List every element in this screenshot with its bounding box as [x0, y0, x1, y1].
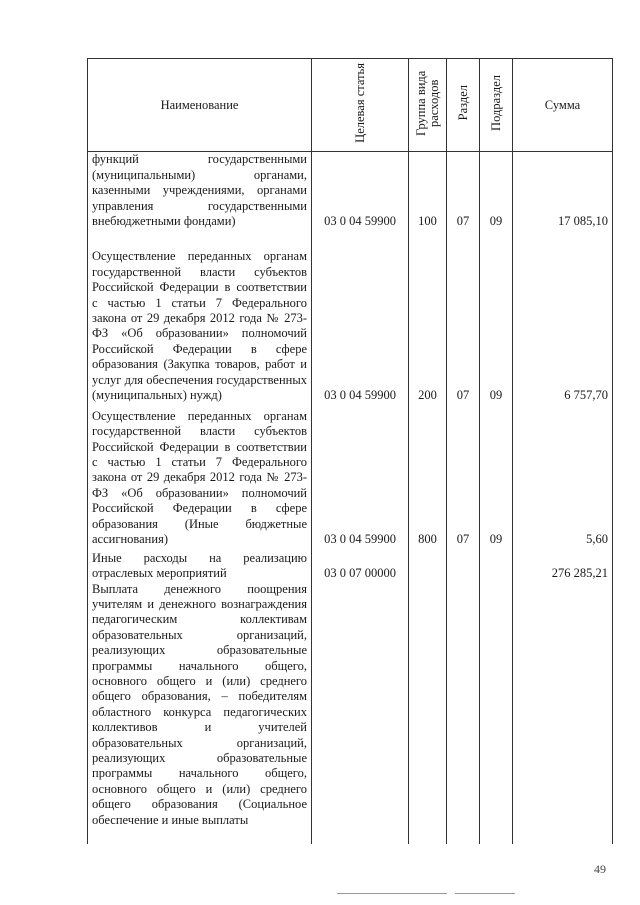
row-target: 03 0 04 59900: [312, 230, 409, 404]
header-name: Наименование: [88, 59, 312, 152]
table-row: [88, 582, 613, 844]
row-group: [409, 548, 447, 582]
row-name: Выплата денежного поощрения учителям и денежного вознаграждения педагогическим коллективам образовательных организаций, реализующих образовательные программы начального общего, основного общего и (или) среднего общего образования, – победителям областного конкурса педагогических коллективов и учителей образовательных организаций, реализующих образовательные программы начального общего, основного общего и (или) среднего общего образования (Социальное обеспечение и иные выплаты: [88, 582, 312, 844]
row-group: 100: [409, 152, 447, 230]
row-subsection: 09: [480, 152, 513, 230]
row-name: Иные расходы на реализацию отраслевых мероприятий: [88, 548, 312, 582]
row-amount: [513, 582, 613, 844]
row-amount: 17 085,10: [513, 152, 613, 230]
row-name: функций государственными (муниципальными) органами, казенными учреждениями, органами управления государственными внебюджетными фондами): [88, 152, 312, 230]
table-row: [88, 230, 613, 404]
row-subsection: 09: [480, 404, 513, 548]
row-subsection: [480, 548, 513, 582]
row-section: [447, 548, 480, 582]
row-section: 07: [447, 230, 480, 404]
row-target: [312, 582, 409, 844]
row-name: Осуществление переданных органам государственной власти субъектов Российской Федерации в соответствии с частью 1 статьи 7 Федерального закона от 29 декабря 2012 года № 273-ФЗ «Об образовании» полномочий Российской Федерации в сфере образования (Иные бюджетные ассигнования): [88, 404, 312, 548]
row-section: [447, 582, 480, 844]
budget-table: [87, 58, 613, 844]
row-subsection: 09: [480, 230, 513, 404]
table-row: [88, 404, 613, 548]
row-subsection: [480, 582, 513, 844]
row-group: 200: [409, 230, 447, 404]
table-row: [88, 548, 613, 582]
row-amount: 5,60: [513, 404, 613, 548]
header-subsection: Подраздел: [480, 59, 513, 152]
header-expense-group: Группа вида расходов: [409, 59, 447, 152]
table-header-row: [88, 59, 613, 152]
row-target: 03 0 04 59900: [312, 152, 409, 230]
scan-artifact-line: [455, 893, 515, 894]
header-section: Раздел: [447, 59, 480, 152]
row-group: [409, 582, 447, 844]
row-section: 07: [447, 404, 480, 548]
row-name: Осуществление переданных органам государственной власти субъектов Российской Федерации в соответствии с частью 1 статьи 7 Федерального закона от 29 декабря 2012 года № 273-ФЗ «Об образовании» полномочий Российской Федерации в сфере образования (Закупка товаров, работ и услуг для обеспечения государственных (муниципальных) нужд): [88, 230, 312, 404]
row-section: 07: [447, 152, 480, 230]
header-target-article: Целевая статья: [312, 59, 409, 152]
row-target: 03 0 04 59900: [312, 404, 409, 548]
row-amount: 6 757,70: [513, 230, 613, 404]
row-group: 800: [409, 404, 447, 548]
page-number: 49: [594, 862, 606, 876]
row-target: 03 0 07 00000: [312, 548, 409, 582]
table-row: [88, 152, 613, 230]
scan-artifact-line: [337, 893, 447, 894]
header-amount: Сумма: [513, 59, 613, 152]
row-amount: 276 285,21: [513, 548, 613, 582]
